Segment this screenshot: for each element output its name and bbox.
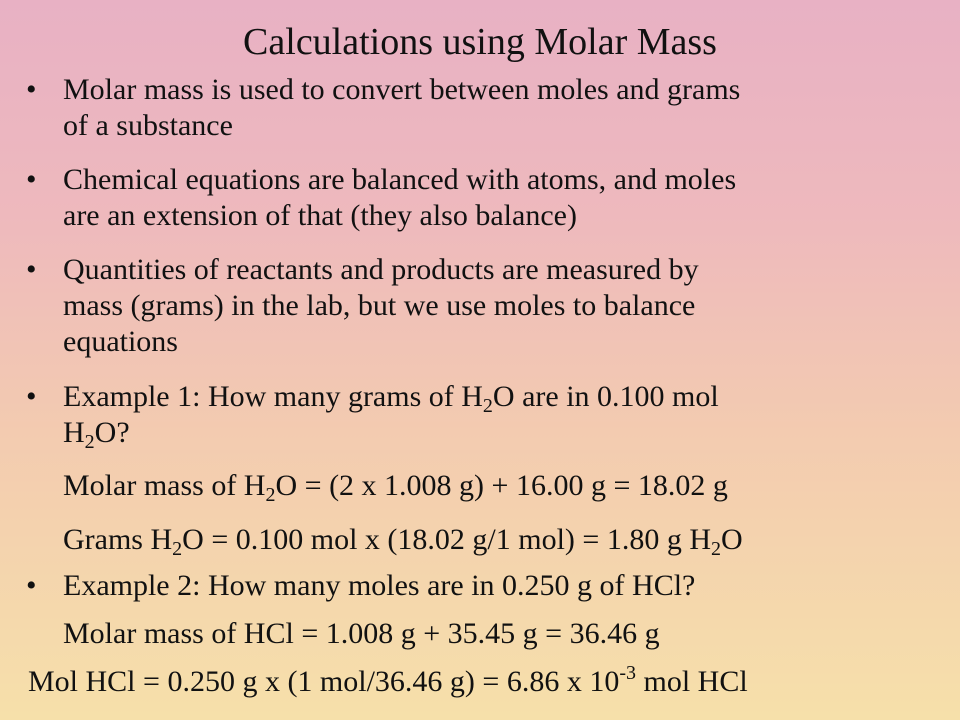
- bullet-marker: •: [26, 569, 37, 602]
- bullet-marker: •: [26, 380, 37, 413]
- example-1-question-line-2: $H_2O$?: [63, 416, 130, 453]
- bullet-marker: •: [26, 73, 37, 106]
- example-1-grams-calculation: Grams $H_2O = 0.100$ mol x (18.02 g/1 mol) = 1.80 g $H_2O$: [63, 523, 743, 560]
- bullet-3-line-1: Quantities of reactants and products are measured by: [63, 253, 699, 286]
- bullet-3-line-3: equations: [63, 325, 178, 358]
- example-1-question-line-1: Example 1: How many grams of $H_2O$ are in 0.100 mol: [63, 380, 719, 417]
- bullet-2-line-1: Chemical equations are balanced with atoms, and moles: [63, 163, 737, 196]
- slide-title: Calculations using Molar Mass: [243, 21, 717, 63]
- bullet-1-line-1: Molar mass is used to convert between moles and grams: [63, 73, 741, 106]
- bullet-marker: •: [26, 163, 37, 196]
- example-1-molar-mass: Molar mass of $H_2O = (2$ x 1.008 g) + 16.00 g = 18.02 g: [63, 469, 728, 506]
- bullet-3-line-2: mass (grams) in the lab, but we use moles to balance: [63, 289, 696, 322]
- example-2-mol-calculation: Mol HCl = 0.250 g x (1 mol/36.46 g) = 6.86 x $10^{-3}$ mol HCl: [28, 662, 748, 698]
- bullet-1-line-2: of a substance: [63, 109, 233, 142]
- example-2-question: Example 2: How many moles are in 0.250 g of HCl?: [63, 569, 696, 602]
- bullet-marker: •: [26, 253, 37, 286]
- bullet-2-line-2: are an extension of that (they also balance): [63, 199, 577, 232]
- example-2-molar-mass: Molar mass of HCl = 1.008 g + 35.45 g = 36.46 g: [63, 617, 660, 650]
